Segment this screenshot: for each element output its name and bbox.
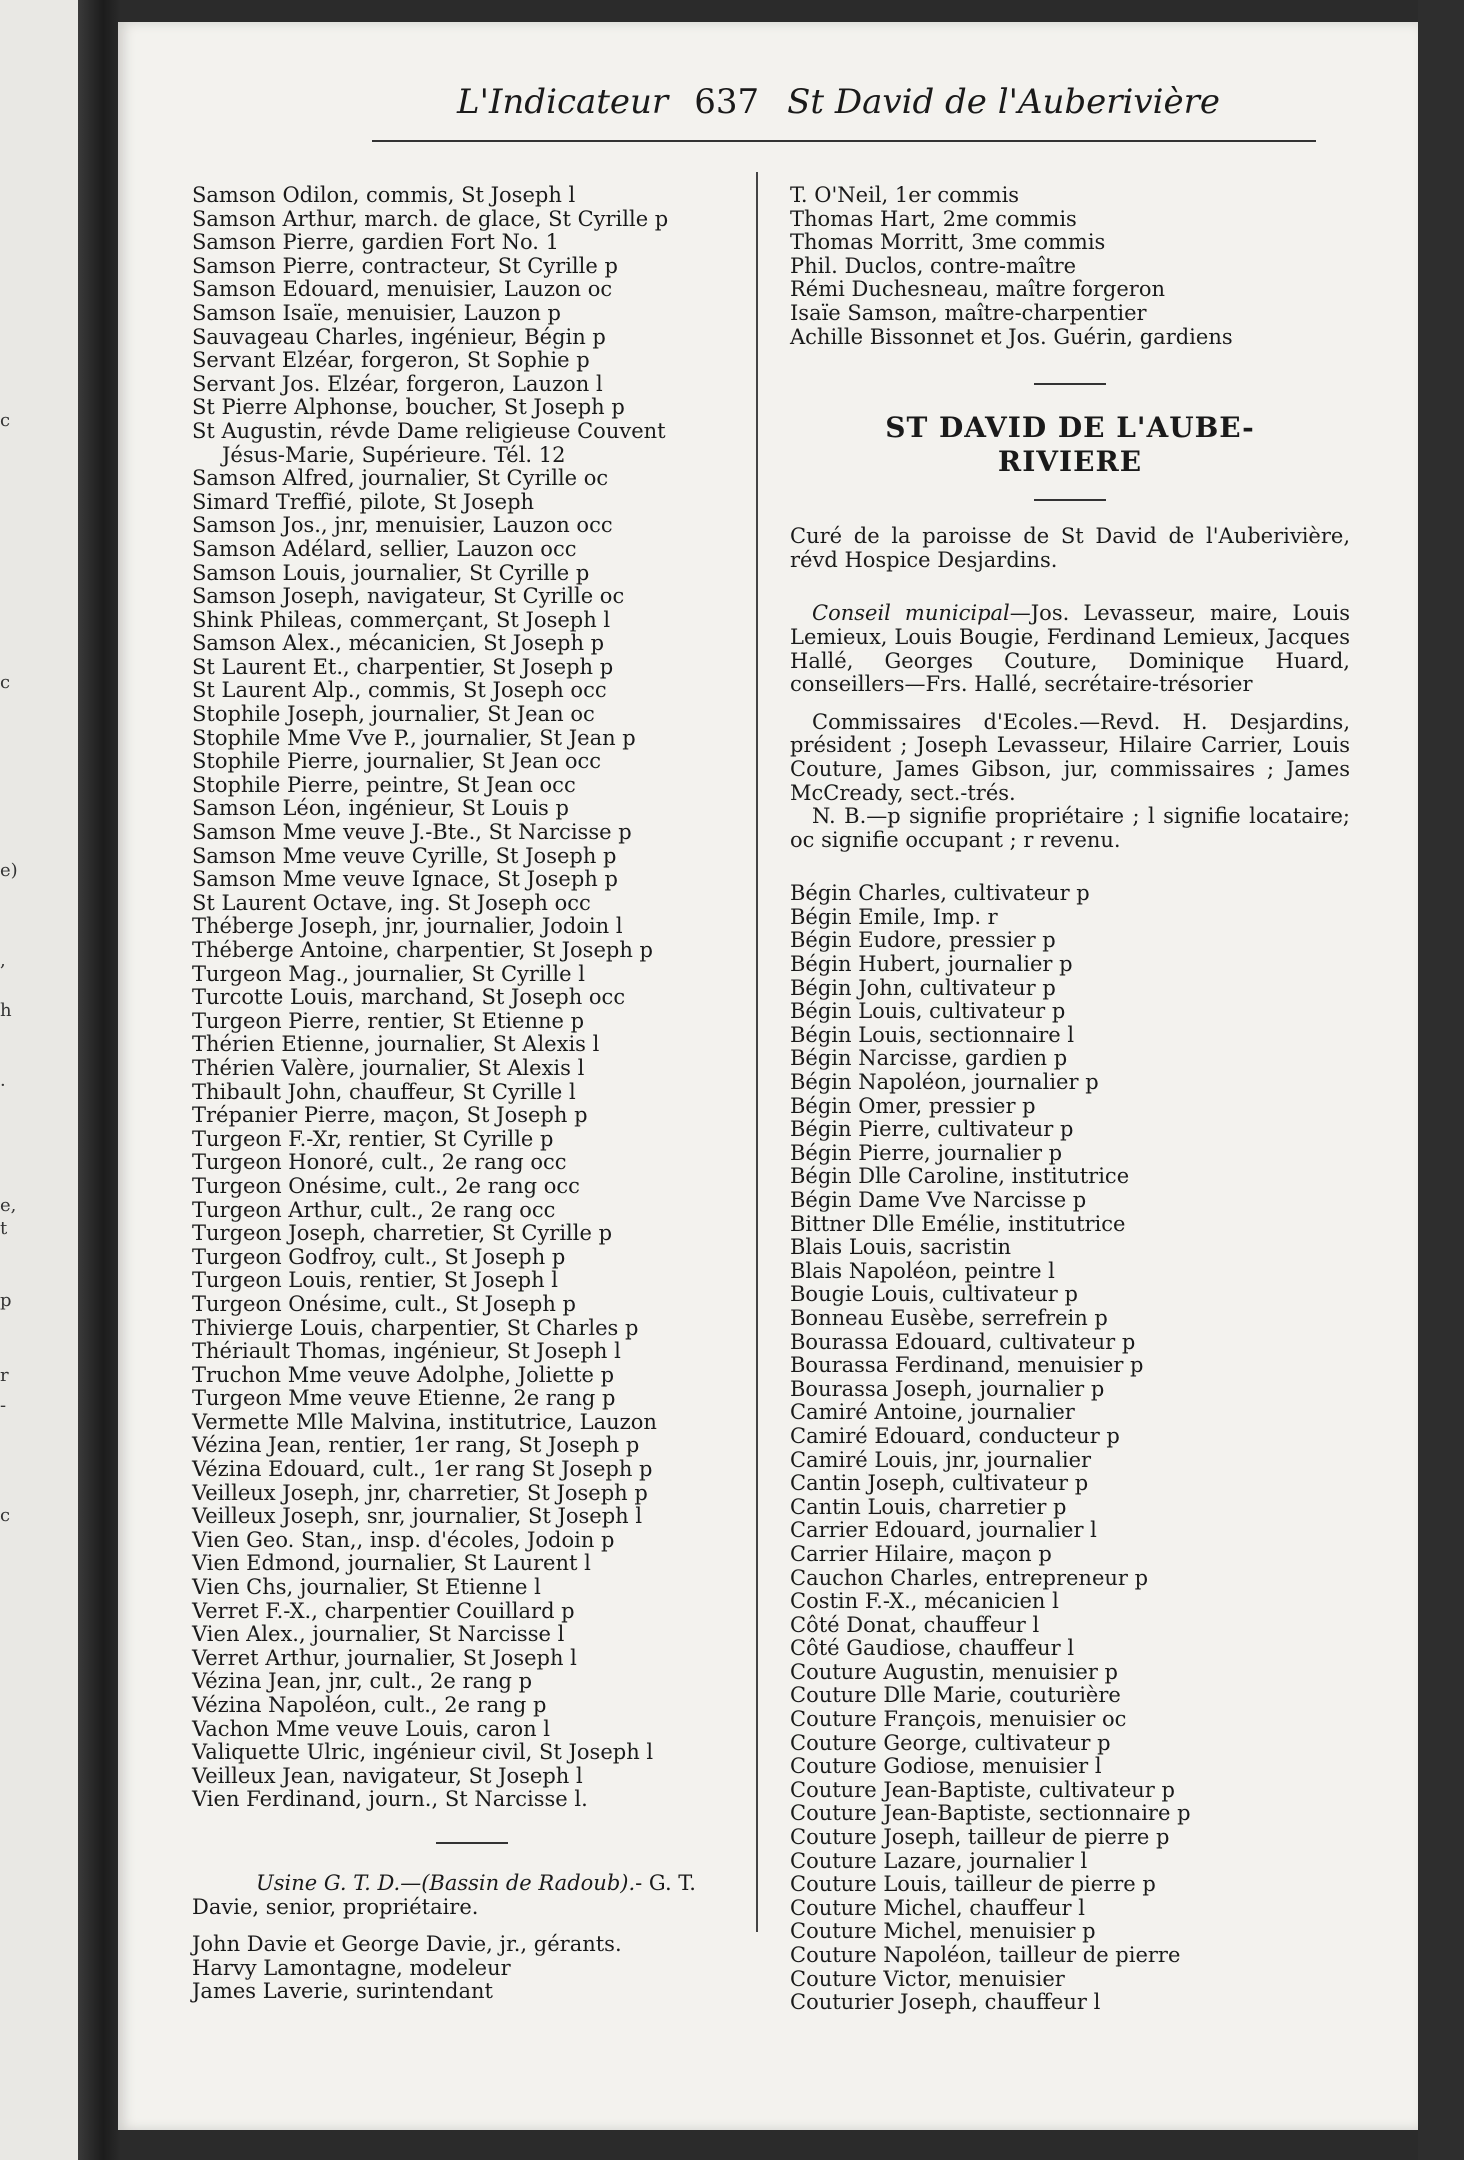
directory-entry: Samson Jos., jnr, menuisier, Lauzon occ [192,513,613,538]
adjacent-page-fragment: , [0,950,6,971]
cure-paragraph: Curé de la paroisse de St David de l'Auberivière, révd Hospice Desjardins. [790,524,1350,572]
directory-entry: Samson Arthur, march. de glace, St Cyrille p [192,206,669,231]
spacer [790,852,1350,882]
nb-paragraph: N. B.—p signifie propriétaire ; l signifie locataire; oc signifie occupant ; r revenu. [790,804,1350,852]
right-top-list [790,184,1350,349]
adjacent-page-fragment: c [0,410,11,431]
directory-entry: Cantin Louis, charretier p [790,1494,1067,1519]
directory-entry: Trépanier Pierre, maçon, St Joseph p [192,1103,588,1128]
directory-entry: Verret Arthur, journalier, St Joseph l [192,1645,577,1670]
directory-entry: Turgeon Pierre, rentier, St Etienne p [192,1008,585,1033]
running-head-right: St David de l'Auberivière [787,82,1220,122]
directory-entry: Vachon Mme veuve Louis, caron l [192,1716,551,1741]
directory-entry: Turgeon Joseph, charretier, St Cyrille p [192,1221,613,1246]
directory-entry: Couture Michel, menuisier p [790,1919,1096,1944]
directory-entry: Camiré Edouard, conducteur p [790,1423,1120,1448]
usine-paragraph [192,1872,752,1919]
directory-entry: Bégin Louis, sectionnaire l [790,1022,1075,1047]
directory-entry: Samson Edouard, menuisier, Lauzon oc [192,277,613,302]
directory-entry: Turgeon Mag., journalier, St Cyrille l [192,961,585,986]
directory-entry: Bégin Pierre, journalier p [790,1140,1063,1165]
directory-entry: Couture Joseph, tailleur de pierre p [790,1825,1170,1850]
staff-entry: T. O'Neil, 1er commis [790,183,1020,207]
directory-entry: Cauchon Charles, entrepreneur p [790,1565,1149,1590]
staff-entry: Thomas Morritt, 3me commis [790,230,1106,255]
directory-entry: Couture Lazare, journalier l [790,1848,1088,1873]
page-number: 637 [694,82,760,122]
directory-entry: Turgeon Honoré, cult., 2e rang occ [192,1150,567,1175]
directory-entry: Vézina Napoléon, cult., 2e rang p [192,1693,547,1717]
directory-entry: Thibault John, chauffeur, St Cyrille l [192,1079,576,1104]
directory-entry: Samson Pierre, contracteur, St Cyrille p [192,253,618,278]
adjacent-page-fragment: t [0,1218,8,1239]
directory-entry: Vien Ferdinand, journ., St Narcisse l. [192,1787,588,1812]
left-entries-list [192,184,752,1812]
directory-entry: Couture Augustin, menuisier p [790,1659,1118,1684]
directory-entry: Camiré Antoine, journalier [790,1400,1075,1425]
directory-entry: Turgeon Arthur, cult., 2e rang occ [192,1197,556,1222]
left-column [192,184,752,2004]
directory-entry: Samson Joseph, navigateur, St Cyrille oc [192,584,625,609]
directory-entry: Bégin Narcisse, gardien p [790,1046,1068,1071]
directory-entry: Samson Pierre, gardien Fort No. 1 [192,230,559,255]
directory-entry: Turgeon Onésime, cult., St Joseph p [192,1291,576,1316]
directory-entry: Couture Napoléon, tailleur de pierre [790,1943,1181,1967]
directory-entry: St Laurent Octave, ing. St Joseph occ [192,890,591,915]
directory-entry: Bougie Louis, cultivateur p [790,1282,1078,1307]
adjacent-page-fragment: e) [0,860,18,881]
directory-entry: Couture Michel, chauffeur l [790,1895,1085,1920]
adjacent-page-fragment: r [0,1365,9,1386]
directory-entry: Turgeon Louis, rentier, St Joseph l [192,1268,559,1293]
directory-entry: Couture George, cultivateur p [790,1730,1111,1755]
adjacent-page-fragment: c [0,672,11,693]
staff-entry: James Laverie, surintendant [192,1979,493,2004]
directory-entry: Carrier Edouard, journalier l [790,1518,1097,1543]
usine-text: - G. T. Davie, senior, propriétaire. [192,1870,696,1919]
directory-entry: Turgeon F.-Xr, rentier, St Cyrille p [192,1126,554,1151]
directory-entry: Stophile Joseph, journalier, St Jean oc [192,702,595,727]
directory-entry: Truchon Mme veuve Adolphe, Joliette p [192,1362,615,1387]
directory-entry: Jésus-Marie, Supérieure. Tél. 12 [222,442,566,467]
directory-entry: Vézina Jean, jnr, cult., 2e rang p [192,1669,533,1694]
directory-entry: Verret F.-X., charpentier Couillard p [192,1598,575,1623]
scan-background [1418,0,1464,2160]
directory-entry: Samson Mme veuve J.-Bte., St Narcisse p [192,820,632,845]
directory-entry: St Laurent Alp., commis, St Joseph occ [192,678,607,703]
directory-entry: Samson Alfred, journalier, St Cyrille oc [192,466,609,491]
directory-entry: Vien Chs, journalier, St Etienne l [192,1575,541,1600]
directory-entry: Vien Geo. Stan,, insp. d'écoles, Jodoin p [192,1527,615,1552]
staff-entry: Phil. Duclos, contre-maître [790,253,1077,278]
directory-entry: Couture Jean-Baptiste, sectionnaire p [790,1801,1191,1826]
adjacent-page-fragment: - [0,1395,7,1416]
short-rule [1034,499,1106,501]
directory-entry: Veilleux Joseph, snr, journalier, St Joseph l [192,1504,643,1529]
directory-entry: Camiré Louis, jnr, journalier [790,1447,1092,1472]
directory-entry: Vermette Mlle Malvina, institutrice, Lauzon [192,1409,657,1434]
directory-entry: Blais Napoléon, peintre l [790,1258,1055,1283]
staff-entry: Achille Bissonnet et Jos. Guérin, gardiens [790,324,1233,349]
directory-entry: Bourassa Joseph, journalier p [790,1376,1105,1401]
directory-entry: Servant Jos. Elzéar, forgeron, Lauzon l [192,371,603,396]
directory-entry: Couture Louis, tailleur de pierre p [790,1872,1156,1897]
directory-entry: Shink Phileas, commerçant, St Joseph l [192,607,611,632]
commissaires-paragraph: Commissaires d'Ecoles.—Revd. H. Desjardins, président ; Joseph Levasseur, Hilaire Carrier, Louis Couture, James Gibson, jur, commissaires ; James McCready, sect.-trés. [790,709,1350,805]
directory-entry: Thérien Etienne, journalier, St Alexis l [192,1032,600,1057]
book-binding [78,0,120,2160]
directory-entry: Bégin Emile, Imp. r [790,904,998,929]
directory-entry: St Pierre Alphonse, boucher, St Joseph p [192,395,625,420]
section-title [790,411,1350,479]
directory-entry: Blais Louis, sacristin [790,1235,1012,1260]
directory-entry: Veilleux Jean, navigateur, St Joseph l [192,1763,583,1788]
spacer [192,1919,752,1933]
adjacent-page-fragment: c [0,1505,11,1526]
directory-entry: Vézina Jean, rentier, 1er rang, St Joseph p [192,1433,640,1458]
directory-entry: Simard Treffié, pilote, St Joseph [192,489,535,514]
directory-entry: Vézina Edouard, cult., 1er rang St Joseph p [192,1457,653,1482]
directory-entry: Veilleux Joseph, jnr, charretier, St Joseph p [192,1480,648,1505]
directory-entry: Bittner Dlle Emélie, institutrice [790,1211,1126,1236]
directory-entry: Costin F.-X., mécanicien l [790,1589,1059,1614]
adjacent-page-fragment: · [0,1075,6,1096]
adjacent-page-fragment: e, [0,1195,17,1216]
directory-entry: Théberge Joseph, jnr, journalier, Jodoin l [192,914,623,939]
directory-entry: Bégin Omer, pressier p [790,1093,1036,1118]
short-rule [436,1842,508,1844]
directory-entry: Bourassa Ferdinand, menuisier p [790,1353,1144,1378]
directory-entry: Côté Donat, chauffeur l [790,1612,1040,1637]
spacer [790,697,1350,711]
directory-entry: Vien Edmond, journalier, St Laurent l [192,1551,591,1576]
directory-entry: Samson Louis, journalier, St Cyrille p [192,560,590,585]
directory-entry: Bégin Napoléon, journalier p [790,1070,1099,1095]
directory-entry: Carrier Hilaire, maçon p [790,1541,1052,1566]
directory-entry: Couture Dlle Marie, couturière [790,1683,1121,1708]
directory-entry: Turgeon Onésime, cult., 2e rang occ [192,1173,580,1198]
directory-entry: Stophile Pierre, journalier, St Jean occ [192,749,602,774]
directory-entry: Vien Alex., journalier, St Narcisse l [192,1622,565,1647]
staff-entry: Rémi Duchesneau, maître forgeron [790,277,1166,302]
directory-entry: Stophile Mme Vve P., journalier, St Jean p [192,725,636,750]
directory-entry: Turgeon Mme veuve Etienne, 2e rang p [192,1386,616,1411]
directory-entry: Couture Jean-Baptiste, cultivateur p [790,1777,1175,1802]
directory-entry: Cantin Joseph, cultivateur p [790,1471,1089,1496]
directory-entry: Samson Léon, ingénieur, St Louis p [192,796,569,821]
directory-entry: Couture Victor, menuisier [790,1966,1065,1991]
directory-entry: Sauvageau Charles, ingénieur, Bégin p [192,324,606,349]
directory-entry: Samson Mme veuve Cyrille, St Joseph p [192,843,617,868]
directory-entry: Turgeon Godfroy, cult., St Joseph p [192,1244,566,1269]
right-entries-list [790,882,1350,2015]
section-title-line1: ST DAVID DE L'AUBE- [885,411,1255,445]
directory-entry: Bégin Pierre, cultivateur p [790,1117,1074,1142]
directory-entry: Couturier Joseph, chauffeur l [790,1990,1101,2015]
header-rule [372,140,1316,142]
conseil-text: —Jos. Levasseur, maire, Louis Lemieux, Louis Bougie, Ferdinand Lemieux, Jacques Hallé, Georges Couture, Dominique Huard, conseillers—Frs. Hallé, secrétaire-trésorier [790,601,1350,697]
directory-entry: Bégin Eudore, pressier p [790,928,1056,953]
directory-entry: Couture François, menuisier oc [790,1707,1127,1732]
short-rule [1034,383,1106,385]
staff-entry: Harvy Lamontagne, modeleur [192,1955,511,1980]
staff-entry: Isaïe Samson, maître-charpentier [790,300,1147,325]
directory-entry: Bourassa Edouard, cultivateur p [790,1329,1136,1354]
directory-entry: Valiquette Ulric, ingénieur civil, St Joseph l [192,1740,654,1765]
directory-entry: Thériault Thomas, ingénieur, St Joseph l [192,1339,621,1364]
directory-entry: Théberge Antoine, charpentier, St Joseph p [192,938,653,962]
running-head-left: L'Indicateur [457,82,669,122]
running-head [380,82,1220,132]
directory-entry: St Augustin, révde Dame religieuse Couvent [192,418,666,443]
directory-entry: Samson Isaïe, menuisier, Lauzon p [192,300,561,325]
right-column [790,184,1350,2015]
section-title-line2: RIVIERE [997,445,1143,479]
directory-entry: Bégin Dame Vve Narcisse p [790,1188,1087,1212]
directory-entry: Bégin Dlle Caroline, institutrice [790,1164,1130,1189]
directory-entry: Bégin Louis, cultivateur p [790,999,1066,1024]
directory-entry: Bonneau Eusèbe, serrefrein p [790,1305,1108,1330]
directory-entry: Turcotte Louis, marchand, St Joseph occ [192,985,626,1010]
conseil-paragraph [790,602,1350,696]
directory-entry: Couture Godiose, menuisier l [790,1754,1102,1779]
staff-entry: John Davie et George Davie, jr., gérants. [192,1932,622,1957]
directory-entry: Samson Adélard, sellier, Lauzon occ [192,536,577,561]
adjacent-page-sliver [0,0,78,2160]
directory-entry: Bégin Hubert, journalier p [790,952,1073,977]
directory-entry: Bégin John, cultivateur p [790,975,1056,1000]
usine-staff-list [192,1933,752,2004]
staff-entry: Thomas Hart, 2me commis [790,206,1077,231]
directory-entry: Samson Alex., mécanicien, St Joseph p [192,631,605,656]
directory-entry: Samson Mme veuve Ignace, St Joseph p [192,867,618,892]
directory-entry: Thérien Valère, journalier, St Alexis l [192,1055,585,1080]
directory-entry: Thivierge Louis, charpentier, St Charles p [192,1315,639,1340]
usine-label: Usine G. T. D.—(Bassin de Radoub). [256,1870,636,1895]
adjacent-page-fragment: p [0,1290,12,1311]
directory-entry: Samson Odilon, commis, St Joseph l [192,183,576,207]
adjacent-page-fragment: h [0,1000,12,1021]
directory-entry: Servant Elzéar, forgeron, St Sophie p [192,348,590,373]
directory-entry: Côté Gaudiose, chauffeur l [790,1636,1075,1661]
spacer [790,572,1350,602]
directory-entry: St Laurent Et., charpentier, St Joseph p [192,654,614,679]
directory-entry: Bégin Charles, cultivateur p [790,881,1090,906]
directory-entry: Stophile Pierre, peintre, St Jean occ [192,772,576,797]
column-rule [756,172,758,1932]
conseil-label: Conseil municipal [812,601,1010,626]
